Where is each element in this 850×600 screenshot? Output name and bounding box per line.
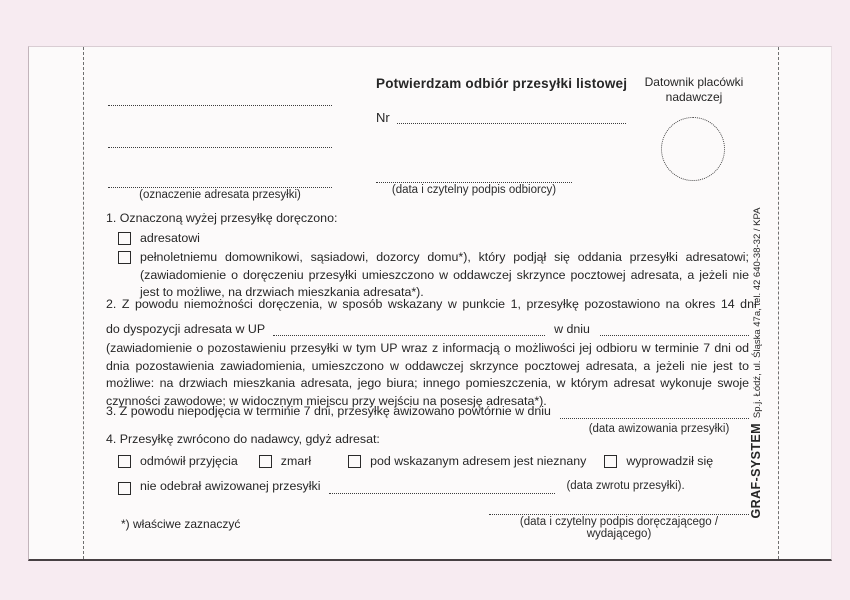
option-household <box>118 249 749 302</box>
addressee-caption: (oznaczenie adresata przesyłki) <box>139 189 301 201</box>
checkbox-moved[interactable] <box>604 455 617 468</box>
checkbox-deceased[interactable] <box>259 455 272 468</box>
option-addressee <box>118 230 749 248</box>
checkbox-addressee[interactable] <box>118 232 131 245</box>
checkbox-refused[interactable] <box>118 455 131 468</box>
nr-fill-line[interactable] <box>397 109 626 124</box>
w-dniu-fill-line[interactable] <box>600 323 749 336</box>
datestamp-label-line2: nadawczej <box>665 89 723 104</box>
printer-details: Sp.j. Łódź, ul. Śląska 47a, tel. 42 640-38-32 / KPA <box>752 207 763 419</box>
checkbox-not-collected[interactable] <box>118 482 131 495</box>
right-perforation-line <box>778 47 779 559</box>
printer-imprint <box>749 207 767 519</box>
section-3-row <box>106 403 749 421</box>
datestamp-circle[interactable] <box>661 117 725 181</box>
up-fill-line[interactable] <box>273 323 545 336</box>
checkbox-unknown[interactable] <box>348 455 361 468</box>
option-refused-label: odmówił przyjęcia <box>140 453 238 468</box>
notice-date-caption: (data awizowania przesyłki) <box>588 422 730 435</box>
option-unknown-label: pod wskazanym adresem jest nieznany <box>370 453 587 468</box>
nr-row <box>376 109 626 125</box>
option-household-label: pełnoletniemu domownikowi, sąsiadowi, dozorcy domu*), który podjął się oddania przesyłki adresatowi; (zawiadomienie o doręczeniu przesyłki umieszczono w oddawczej skrzynce pocztowej adresata, a jeżeli nie jest to możliwe, na drzwiach mieszkania adresata*). <box>140 250 749 299</box>
datestamp-label-line1: Datownik placówki <box>644 75 744 89</box>
section-3-text: 3. Z powodu niepodjęcia w terminie 7 dni, przesyłkę awizowano powtórnie w dniu <box>106 404 551 418</box>
option-addressee-label: adresatowi <box>140 230 200 245</box>
datestamp-label <box>629 75 759 104</box>
option-moved-label: wyprowadził się <box>626 453 714 468</box>
return-date-caption: (data zwrotu przesyłki). <box>566 480 685 492</box>
deliverer-signature-block <box>489 503 749 540</box>
section-1-heading: 1. Oznaczoną wyżej przesyłkę doręczono: <box>106 211 338 225</box>
second-notice-date-line[interactable] <box>560 406 749 419</box>
section-2 <box>106 296 757 410</box>
section-4-heading: 4. Przesyłkę zwrócono do nadawcy, gdyż adresat: <box>106 432 380 446</box>
option-refused <box>118 453 238 471</box>
printer-name: GRAF-SYSTEM <box>749 423 763 519</box>
section-2-fill-row <box>106 321 749 339</box>
deliverer-signature-caption: (data i czytelny podpis doręczającego / wydającego) <box>519 516 719 540</box>
up-label: do dyspozycji adresata w UP <box>106 321 266 336</box>
form-title: Potwierdzam odbiór przesyłki listowej <box>376 76 628 91</box>
addressee-line-1[interactable] <box>108 95 332 106</box>
checkbox-household[interactable] <box>118 251 131 264</box>
return-reason-row <box>118 453 749 471</box>
recipient-signature-caption: (data i czytelny podpis odbiorcy) <box>391 184 557 196</box>
nr-label: Nr <box>376 110 390 125</box>
option-not-collected-label: nie odebrał awizowanej przesyłki <box>140 479 321 493</box>
return-date-line[interactable] <box>329 481 555 494</box>
addressee-line-2[interactable] <box>108 137 332 148</box>
section-2-paragraph: (zawiadomienie o pozostawieniu przesyłki w tym UP wraz z informacją o możliwości jej odbioru w terminie 7 dni od dnia pozostawienia zawiadomienia, umieszczono w oddawczej skrzynce pocztowej adresata, a jeżeli nie jest to możliwe: na drzwiach mieszkania adresata, jego biura; innego pomieszczenia, w którym adresat wykonuje swoje czynności zawodowe; w widocznym miejscu przy wejściu na posesję adresata*). <box>106 341 749 408</box>
recipient-signature-block <box>376 169 572 196</box>
deliverer-signature-line[interactable] <box>489 503 749 515</box>
section-1 <box>106 210 749 302</box>
w-dniu-label: w dniu <box>554 321 590 336</box>
section-2-line1: 2. Z powodu niemożności doręczenia, w sposób wskazany w punkcie 1, przesyłkę pozostawiono na okres 14 dni <box>106 297 757 311</box>
not-collected-row <box>118 478 749 496</box>
option-unknown <box>348 453 586 471</box>
postal-receipt-form <box>28 46 832 561</box>
section-4 <box>106 431 749 496</box>
footnote: *) właściwe zaznaczyć <box>121 517 241 531</box>
recipient-signature-line[interactable] <box>376 169 572 183</box>
option-deceased-label: zmarł <box>280 453 312 468</box>
left-perforation-line <box>83 47 84 559</box>
option-moved <box>604 453 713 471</box>
addressee-line-3[interactable] <box>108 177 332 188</box>
option-deceased <box>259 453 311 471</box>
